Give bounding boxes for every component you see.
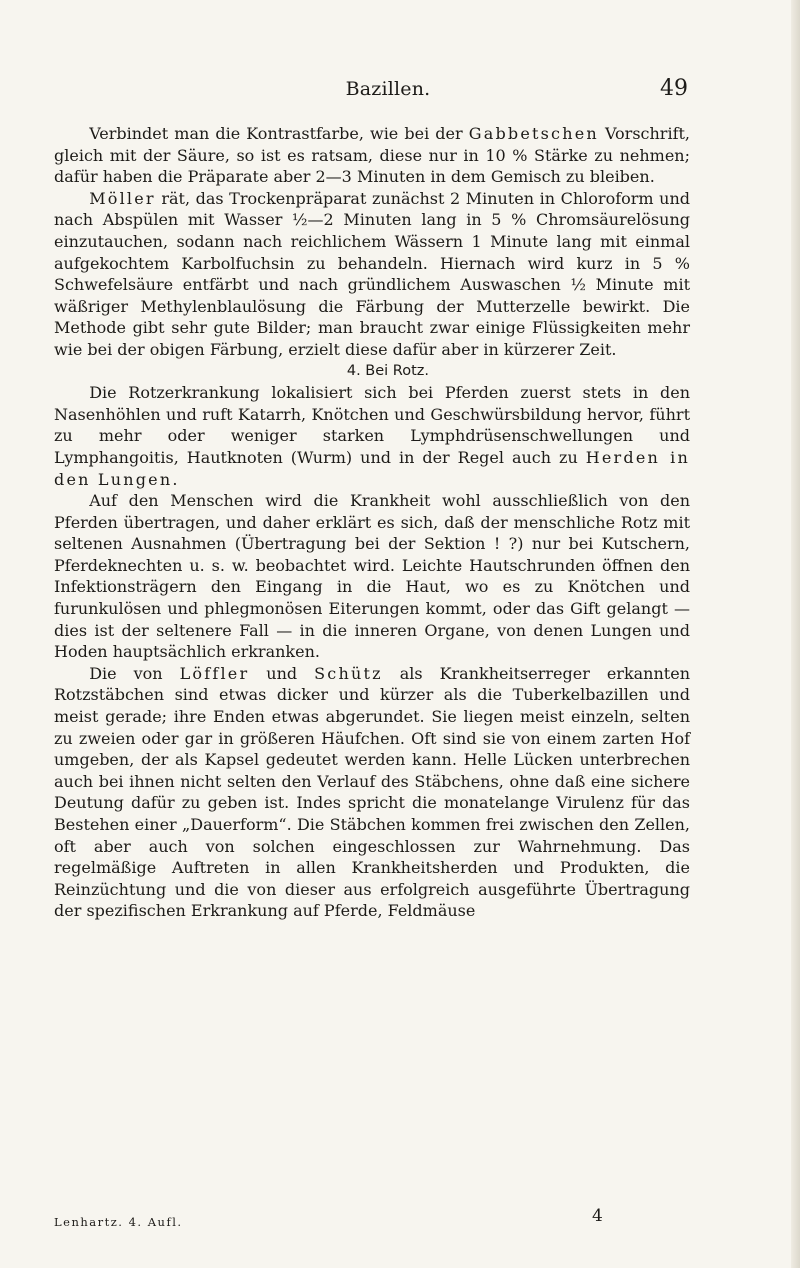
author-name-schuetz: Schütz (314, 663, 383, 683)
running-head (88, 78, 688, 108)
page-number: 49 (660, 76, 688, 101)
emphasis-herden: Herden in den Lungen. (54, 447, 690, 489)
page-edge-shadow (791, 0, 800, 1268)
body-text (54, 123, 690, 922)
running-title: Bazillen. (345, 78, 431, 100)
text-run: und (249, 663, 315, 683)
page-footer (54, 1206, 690, 1234)
text-run: rät, das Trockenpräparat zunächst 2 Minuten in Chloroform und nach Abspülen mit Wasser ½—2 Minuten lang in 5 % Chromsäurelösung einzutauchen, sodann nach reichlichem Wässern 1 Minute lang mit einmal aufgekochtem Karbolfuchsin zu behandeln. Hiernach wird kurz in 5 % Schwefelsäure entfärbt und nach gründlichem Auswaschen ½ Minute mit wäßriger Methylenblaulösung die Färbung der Mutterzelle bewirkt. Die Methode gibt sehr gute Bilder; man braucht zwar einige Flüssigkeiten mehr wie bei der obigen Färbung, erzielt diese dafür aber in kürzerer Zeit. (54, 188, 690, 359)
paragraph-rotzerkrankung (54, 382, 690, 490)
paragraph-moeller (54, 188, 690, 361)
imprint: Lenhartz. 4. Aufl. (54, 1215, 183, 1229)
author-name-moeller: Möller (89, 188, 156, 208)
signature-mark: 4 (592, 1206, 603, 1226)
author-name-gabbet: Gabbetschen (468, 124, 599, 143)
text-run: Vorschrift, gleich mit der Säure, so ist es ratsam, diese nur in 10 % Stärke zu nehmen; dafür haben die Präparate aber 2—3 Minuten in dem Gemisch zu bleiben. (54, 124, 691, 187)
text-run: Auf den Menschen wird die Krankheit wohl ausschließlich von den Pferden übertragen, und daher erklärt es sich, daß der menschliche Rotz mit seltenen Ausnahmen (Übertragung bei der Sektion ! ?) nur bei Kutschern, Pferdeknechten u. s. w. beobachtet wird. Leichte Hautschrunden öffnen den Infektionsträgern den Eingang in die Haut, wo es zu Knötchen und furunkulösen und phlegmonösen Eiterungen kommt, oder das Gift gelangt — dies ist der seltenere Fall — in die inneren Organe, von denen Lungen und Hoden hauptsächlich erkranken. (54, 491, 690, 662)
text-run: Die Rotzerkrankung lokalisiert sich bei Pferden zuerst stets in den Nasenhöhlen und ruft Katarrh, Knötchen und Geschwürsbildung hervor, führt zu mehr oder weniger starken Lymphdrüsenschwellungen und Lymphangoitis, Hautknoten (Wurm) und in der Regel auch zu (54, 383, 690, 467)
text-run: Die von (89, 663, 180, 683)
section-heading: 4. Bei Rotz. (346, 362, 430, 379)
text-run: als Krankheitserreger erkannten Rotzstäbchen sind etwas dicker und kürzer als die Tuberkelbazillen und meist gerade; ihre Enden etwas abgerundet. Sie liegen meist einzeln, selten zu zweien oder gar in größeren Häufchen. Oft sind sie von einem zarten Hof umgeben, der als Kapsel gedeutet werden kann. Helle Lücken unterbrechen auch bei ihnen nicht selten den Verlauf des Stäbchens, ohne daß eine sichere Deutung dafür zu geben ist. Indes spricht die monatelange Virulenz für das Bestehen einer „Dauerform“. Die Stäbchen kommen frei zwischen den Zellen, oft aber auch von solchen eingeschlossen zur Wahrnehmung. Das regelmäßige Auftreten in allen Krankheitsherden und Produkten, die Reinzüchtung und die von dieser aus erfolgreich ausgeführte Übertragung der spezifischen Erkrankung auf Pferde, Feldmäuse (54, 663, 690, 921)
paragraph-menschen (54, 490, 690, 663)
text-run: Verbindet man die Kontrastfarbe, wie bei der (89, 124, 469, 143)
author-name-loeffler: Löffler (179, 663, 250, 683)
paragraph-rotzstaebchen (54, 663, 690, 922)
paragraph-gabbet (54, 123, 690, 188)
